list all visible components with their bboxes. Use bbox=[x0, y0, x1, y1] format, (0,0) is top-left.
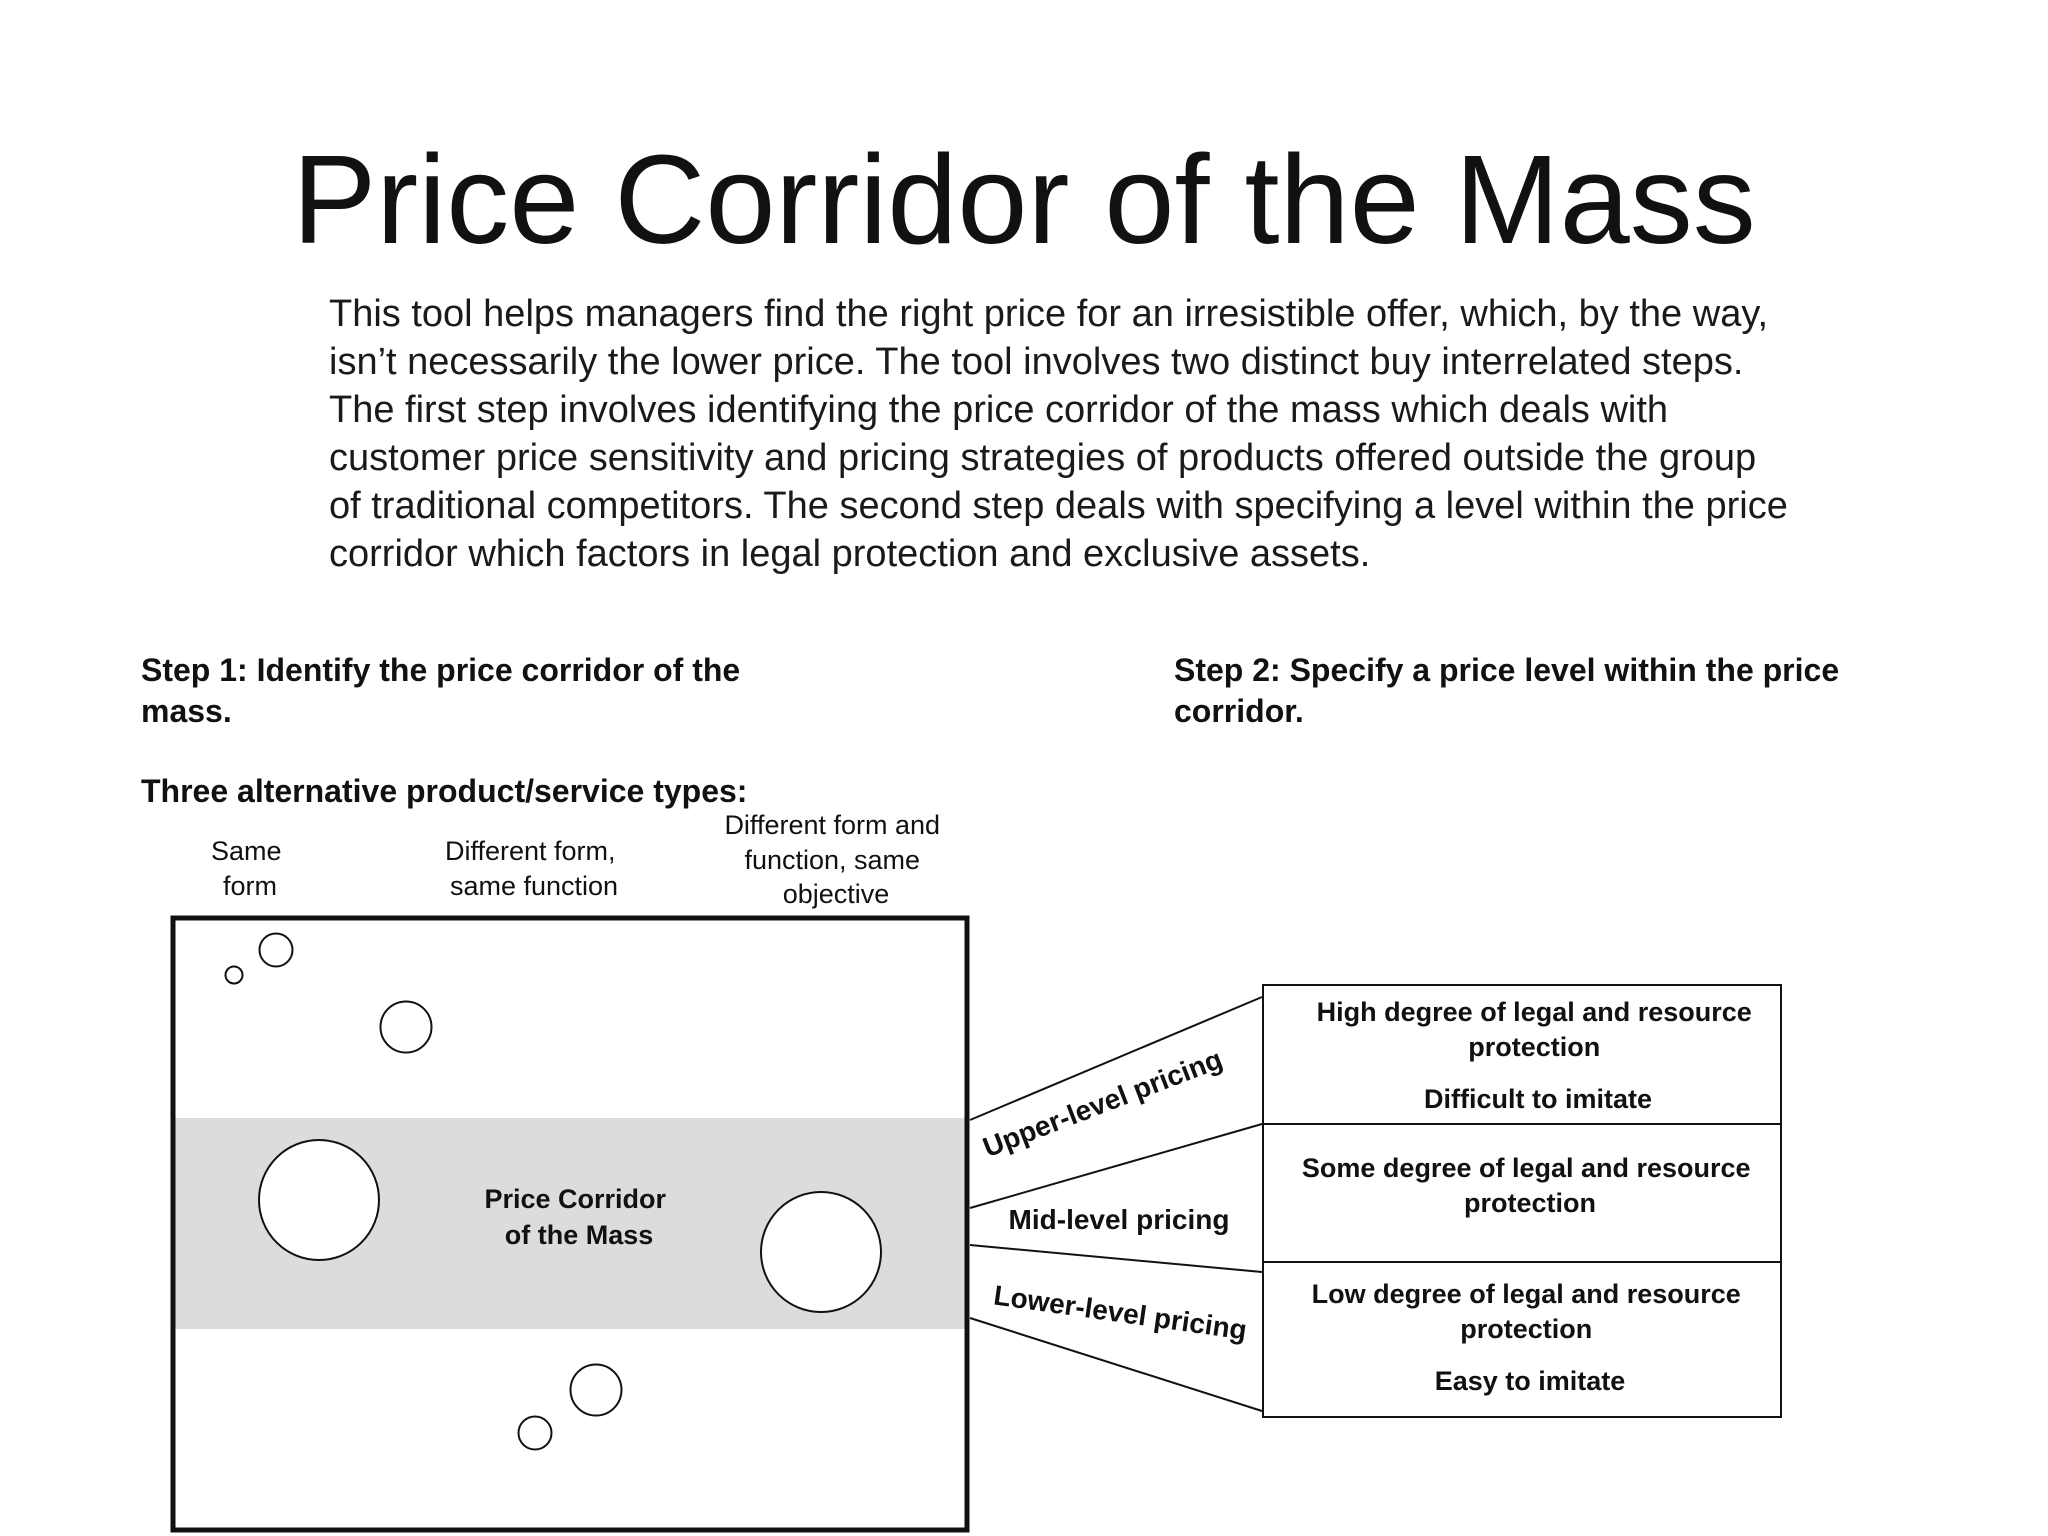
mid-level-pricing-label: Mid-level pricing bbox=[1008, 1204, 1230, 1235]
offering-circle bbox=[259, 1140, 379, 1260]
offering-circle bbox=[519, 1417, 552, 1450]
corridor-chart bbox=[173, 918, 967, 1530]
offering-circle bbox=[571, 1365, 622, 1416]
column-label-same-form: Same form bbox=[210, 836, 282, 901]
low-protection-box: Low degree of legal and resource protection Easy to imitate bbox=[1311, 1279, 1741, 1396]
high-protection-box: High degree of legal and resource protection Difficult to imitate bbox=[1316, 997, 1752, 1114]
offering-circle bbox=[761, 1192, 881, 1312]
protection-boxes bbox=[1263, 985, 1781, 1417]
offering-circle bbox=[260, 934, 293, 967]
intro-paragraph: This tool helps managers find the right price for an irresistible offer, which, by the way, isn’t necessarily the lower price. The tool involves two distinct buy interrelated steps. The first step involves identifying the price corridor of the mass which deals with customer price sensitivity and pricing strategies of products offered outside the group of traditional competitors. The second step deals with specifying a level within the price corridor which factors in legal protection and exclusive assets. bbox=[329, 293, 1788, 575]
step1-heading: Step 1: Identify the price corridor of the mass. bbox=[141, 652, 741, 729]
some-protection-box: Some degree of legal and resource protection bbox=[1301, 1153, 1751, 1218]
step2-heading: Step 2: Specify a price level within the price corridor. bbox=[1174, 652, 1840, 729]
product-types-heading: Three alternative product/service types: bbox=[141, 773, 748, 809]
offering-circle bbox=[226, 967, 243, 984]
column-label-different-form: Different form, same function bbox=[444, 836, 619, 901]
offering-circle bbox=[381, 1002, 432, 1053]
column-label-different-form-and-function: Different form and function, same objective bbox=[724, 810, 941, 909]
upper-level-pricing-label: Upper-level pricing bbox=[978, 1043, 1227, 1164]
corridor-label: Price Corridor of the Mass bbox=[484, 1184, 667, 1250]
page-title: Price Corridor of the Mass bbox=[292, 129, 1756, 270]
lower-level-pricing-label: Lower-level pricing bbox=[991, 1279, 1249, 1346]
